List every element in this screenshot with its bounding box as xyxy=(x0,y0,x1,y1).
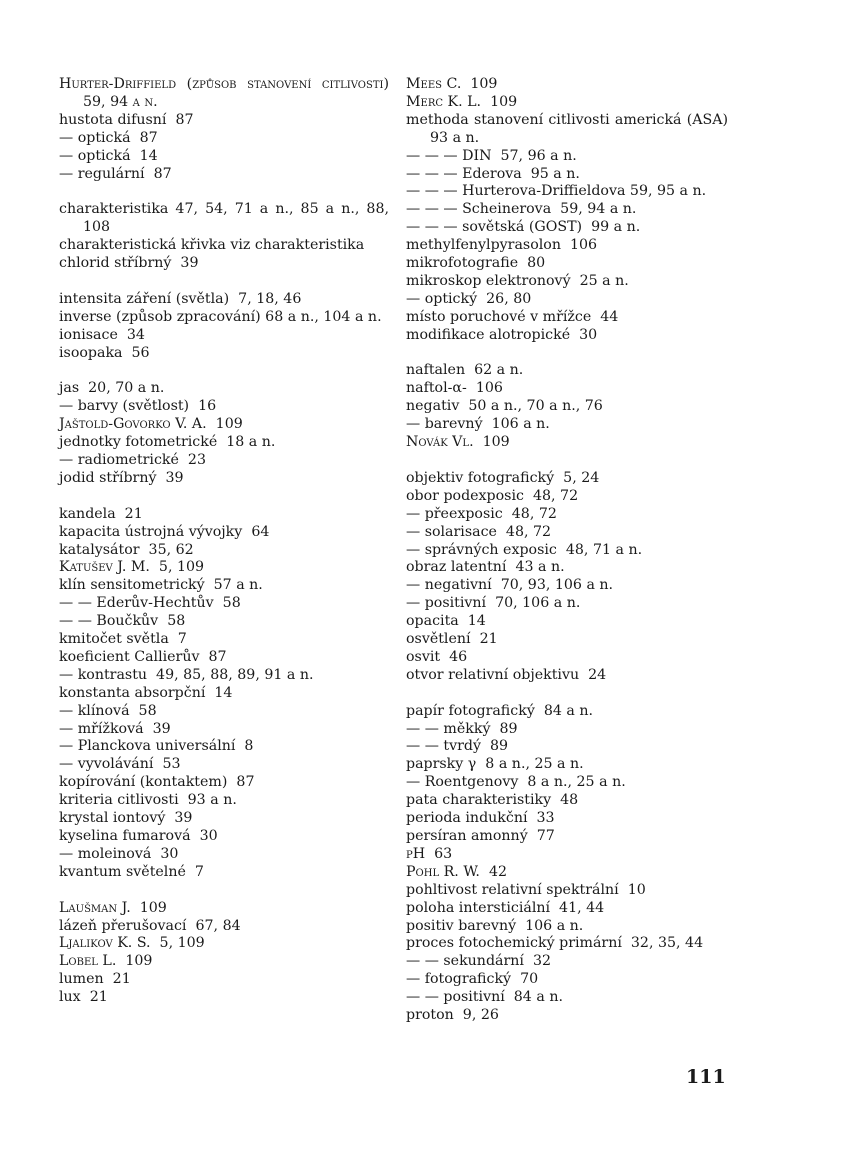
index-entry: Lobel L. 109 xyxy=(59,953,153,970)
index-entry: obor podexposic 48, 72 xyxy=(406,487,579,504)
index-entry: — — — DIN 57, 96 a n. xyxy=(406,147,577,164)
index-entry: Laušman J. 109 xyxy=(59,899,167,916)
section-gap xyxy=(59,362,389,380)
index-entry: osvit 46 xyxy=(406,648,468,665)
index-entry: Novák Vl. 109 xyxy=(406,434,510,451)
index-entry: Katušev J. M. 5, 109 xyxy=(59,559,205,576)
index-entry: — — positivní 84 a n. xyxy=(406,989,563,1006)
index-entry: — optická 87 xyxy=(59,129,158,146)
index-entry: naftalen 62 a n. xyxy=(406,362,524,379)
index-column-left xyxy=(59,76,389,1007)
index-entry: — — měkký 89 xyxy=(406,720,518,737)
index-entry: Ljalikov K. S. 5, 109 xyxy=(59,935,205,952)
index-entry: — — sekundární 32 xyxy=(406,953,552,970)
index-entry: mikrofotografie 80 xyxy=(406,255,546,272)
index-entry: inverse (způsob zpracování) 68 a n., 104 a n. xyxy=(59,308,382,325)
index-entry: místo poruchové v mřížce 44 xyxy=(406,308,619,325)
index-entry: Mees C. 109 xyxy=(406,76,498,92)
index-entry: obraz latentní 43 a n. xyxy=(406,559,565,576)
index-entry: — — Ederův-Hechtův 58 xyxy=(59,595,241,612)
section-gap xyxy=(59,183,389,201)
index-entry: naftol-α- 106 xyxy=(406,380,503,397)
page-number: 111 xyxy=(686,1066,726,1088)
index-entry: pH 63 xyxy=(406,845,453,862)
section-gap xyxy=(59,882,389,900)
index-entry: — Roentgenovy 8 a n., 25 a n. xyxy=(406,774,626,791)
index-entry: — — Boučkův 58 xyxy=(59,613,186,630)
index-entry: krystal iontový 39 xyxy=(59,810,193,827)
index-column-right xyxy=(406,76,728,1025)
index-entry: poloha intersticiální 41, 44 xyxy=(406,899,605,916)
index-entry: ionisace 34 xyxy=(59,326,145,343)
index-entry: Hurter-Driffield (způsob stanovení citlivosti) 59, 94 a n. xyxy=(59,76,389,110)
index-entry: Pohl R. W. 42 xyxy=(406,863,507,880)
index-entry: kriteria citlivosti 93 a n. xyxy=(59,792,237,809)
index-entry: isoopaka 56 xyxy=(59,344,150,361)
index-entry: intensita záření (světla) 7, 18, 46 xyxy=(59,290,302,307)
section-gap xyxy=(59,488,389,506)
index-entry: charakteristická křivka viz charakteristika xyxy=(59,237,365,254)
index-entry: modifikace alotropické 30 xyxy=(406,326,598,343)
index-entry: klín sensitometrický 57 a n. xyxy=(59,577,263,594)
index-entry: positiv barevný 106 a n. xyxy=(406,917,584,934)
index-entry: — barvy (světlost) 16 xyxy=(59,398,217,415)
index-entry: konstanta absorpční 14 xyxy=(59,684,233,701)
index-entry: pata charakteristiky 48 xyxy=(406,792,579,809)
index-entry: — Planckova universální 8 xyxy=(59,738,254,755)
index-entry: opacita 14 xyxy=(406,613,486,630)
index-entry: lumen 21 xyxy=(59,971,131,988)
index-entry: proces fotochemický primární 32, 35, 44 xyxy=(406,935,704,952)
index-entry: negativ 50 a n., 70 a n., 76 xyxy=(406,398,603,415)
index-entry: jodid stříbrný 39 xyxy=(59,469,184,486)
index-entry: osvětlení 21 xyxy=(406,631,498,648)
index-entry: objektiv fotografický 5, 24 xyxy=(406,469,600,486)
index-entry: jas 20, 70 a n. xyxy=(59,380,165,397)
index-entry: kapacita ústrojná vývojky 64 xyxy=(59,523,270,540)
index-entry: methylfenylpyrasolon 106 xyxy=(406,237,598,254)
index-entry: lux 21 xyxy=(59,989,108,1006)
index-entry: — kontrastu 49, 85, 88, 89, 91 a n. xyxy=(59,666,314,683)
section-gap xyxy=(406,345,728,363)
index-entry: otvor relativní objektivu 24 xyxy=(406,666,607,683)
index-entry: persíran amonný 77 xyxy=(406,828,555,845)
index-entry: jednotky fotometrické 18 a n. xyxy=(59,434,276,451)
index-entry: — negativní 70, 93, 106 a n. xyxy=(406,577,614,594)
index-entry: papír fotografický 84 a n. xyxy=(406,702,594,719)
index-entry: Merc K. L. 109 xyxy=(406,93,518,110)
index-entry: — — — sovětská (GOST) 99 a n. xyxy=(406,219,641,236)
index-entry: methoda stanovení citlivosti americká (ASA) 93 a n. xyxy=(406,111,728,146)
index-entry: — positivní 70, 106 a n. xyxy=(406,595,581,612)
section-gap xyxy=(406,452,728,470)
index-entry: — přeexposic 48, 72 xyxy=(406,505,557,522)
index-entry: — mřížková 39 xyxy=(59,720,171,737)
index-entry: kmitočet světla 7 xyxy=(59,631,187,648)
index-entry: katalysátor 35, 62 xyxy=(59,541,194,558)
section-gap xyxy=(406,685,728,703)
index-entry: — radiometrické 23 xyxy=(59,451,206,468)
index-entry: mikroskop elektronový 25 a n. xyxy=(406,272,629,289)
index-entry: — správných exposic 48, 71 a n. xyxy=(406,541,643,558)
index-entry: — optická 14 xyxy=(59,147,158,164)
index-entry: hustota difusní 87 xyxy=(59,111,194,128)
index-entry: charakteristika 47, 54, 71 a n., 85 a n., 88, 108 xyxy=(59,201,389,236)
index-entry: — barevný 106 a n. xyxy=(406,416,550,433)
index-entry: — moleinová 30 xyxy=(59,845,179,862)
index-entry: Jaštold-Govorko V. A. 109 xyxy=(59,416,243,433)
index-entry: — fotografický 70 xyxy=(406,971,539,988)
section-gap xyxy=(59,273,389,291)
index-entry: chlorid stříbrný 39 xyxy=(59,255,199,272)
index-entry: kvantum světelné 7 xyxy=(59,863,204,880)
index-entry: — vyvolávání 53 xyxy=(59,756,181,773)
index-entry: paprsky γ 8 a n., 25 a n. xyxy=(406,756,584,773)
index-entry: — klínová 58 xyxy=(59,702,157,719)
index-entry: — — — Hurterova-Driffieldova 59, 95 a n. xyxy=(406,183,707,200)
index-entry: perioda indukční 33 xyxy=(406,810,555,827)
index-entry: pohltivost relativní spektrální 10 xyxy=(406,881,646,898)
index-entry: — — — Scheinerova 59, 94 a n. xyxy=(406,201,637,218)
index-entry: kandela 21 xyxy=(59,505,143,522)
index-entry: lázeň přerušovací 67, 84 xyxy=(59,917,241,934)
index-entry: — — — Ederova 95 a n. xyxy=(406,165,580,182)
index-entry: kyselina fumarová 30 xyxy=(59,828,218,844)
index-entry: — regulární 87 xyxy=(59,165,172,182)
index-entry: kopírování (kontaktem) 87 xyxy=(59,774,255,791)
index-entry: — optický 26, 80 xyxy=(406,290,532,307)
index-entry: koeficient Callierův 87 xyxy=(59,648,227,665)
index-entry: — solarisace 48, 72 xyxy=(406,523,552,540)
index-entry: proton 9, 26 xyxy=(406,1007,499,1024)
index-entry: — — tvrdý 89 xyxy=(406,738,509,755)
